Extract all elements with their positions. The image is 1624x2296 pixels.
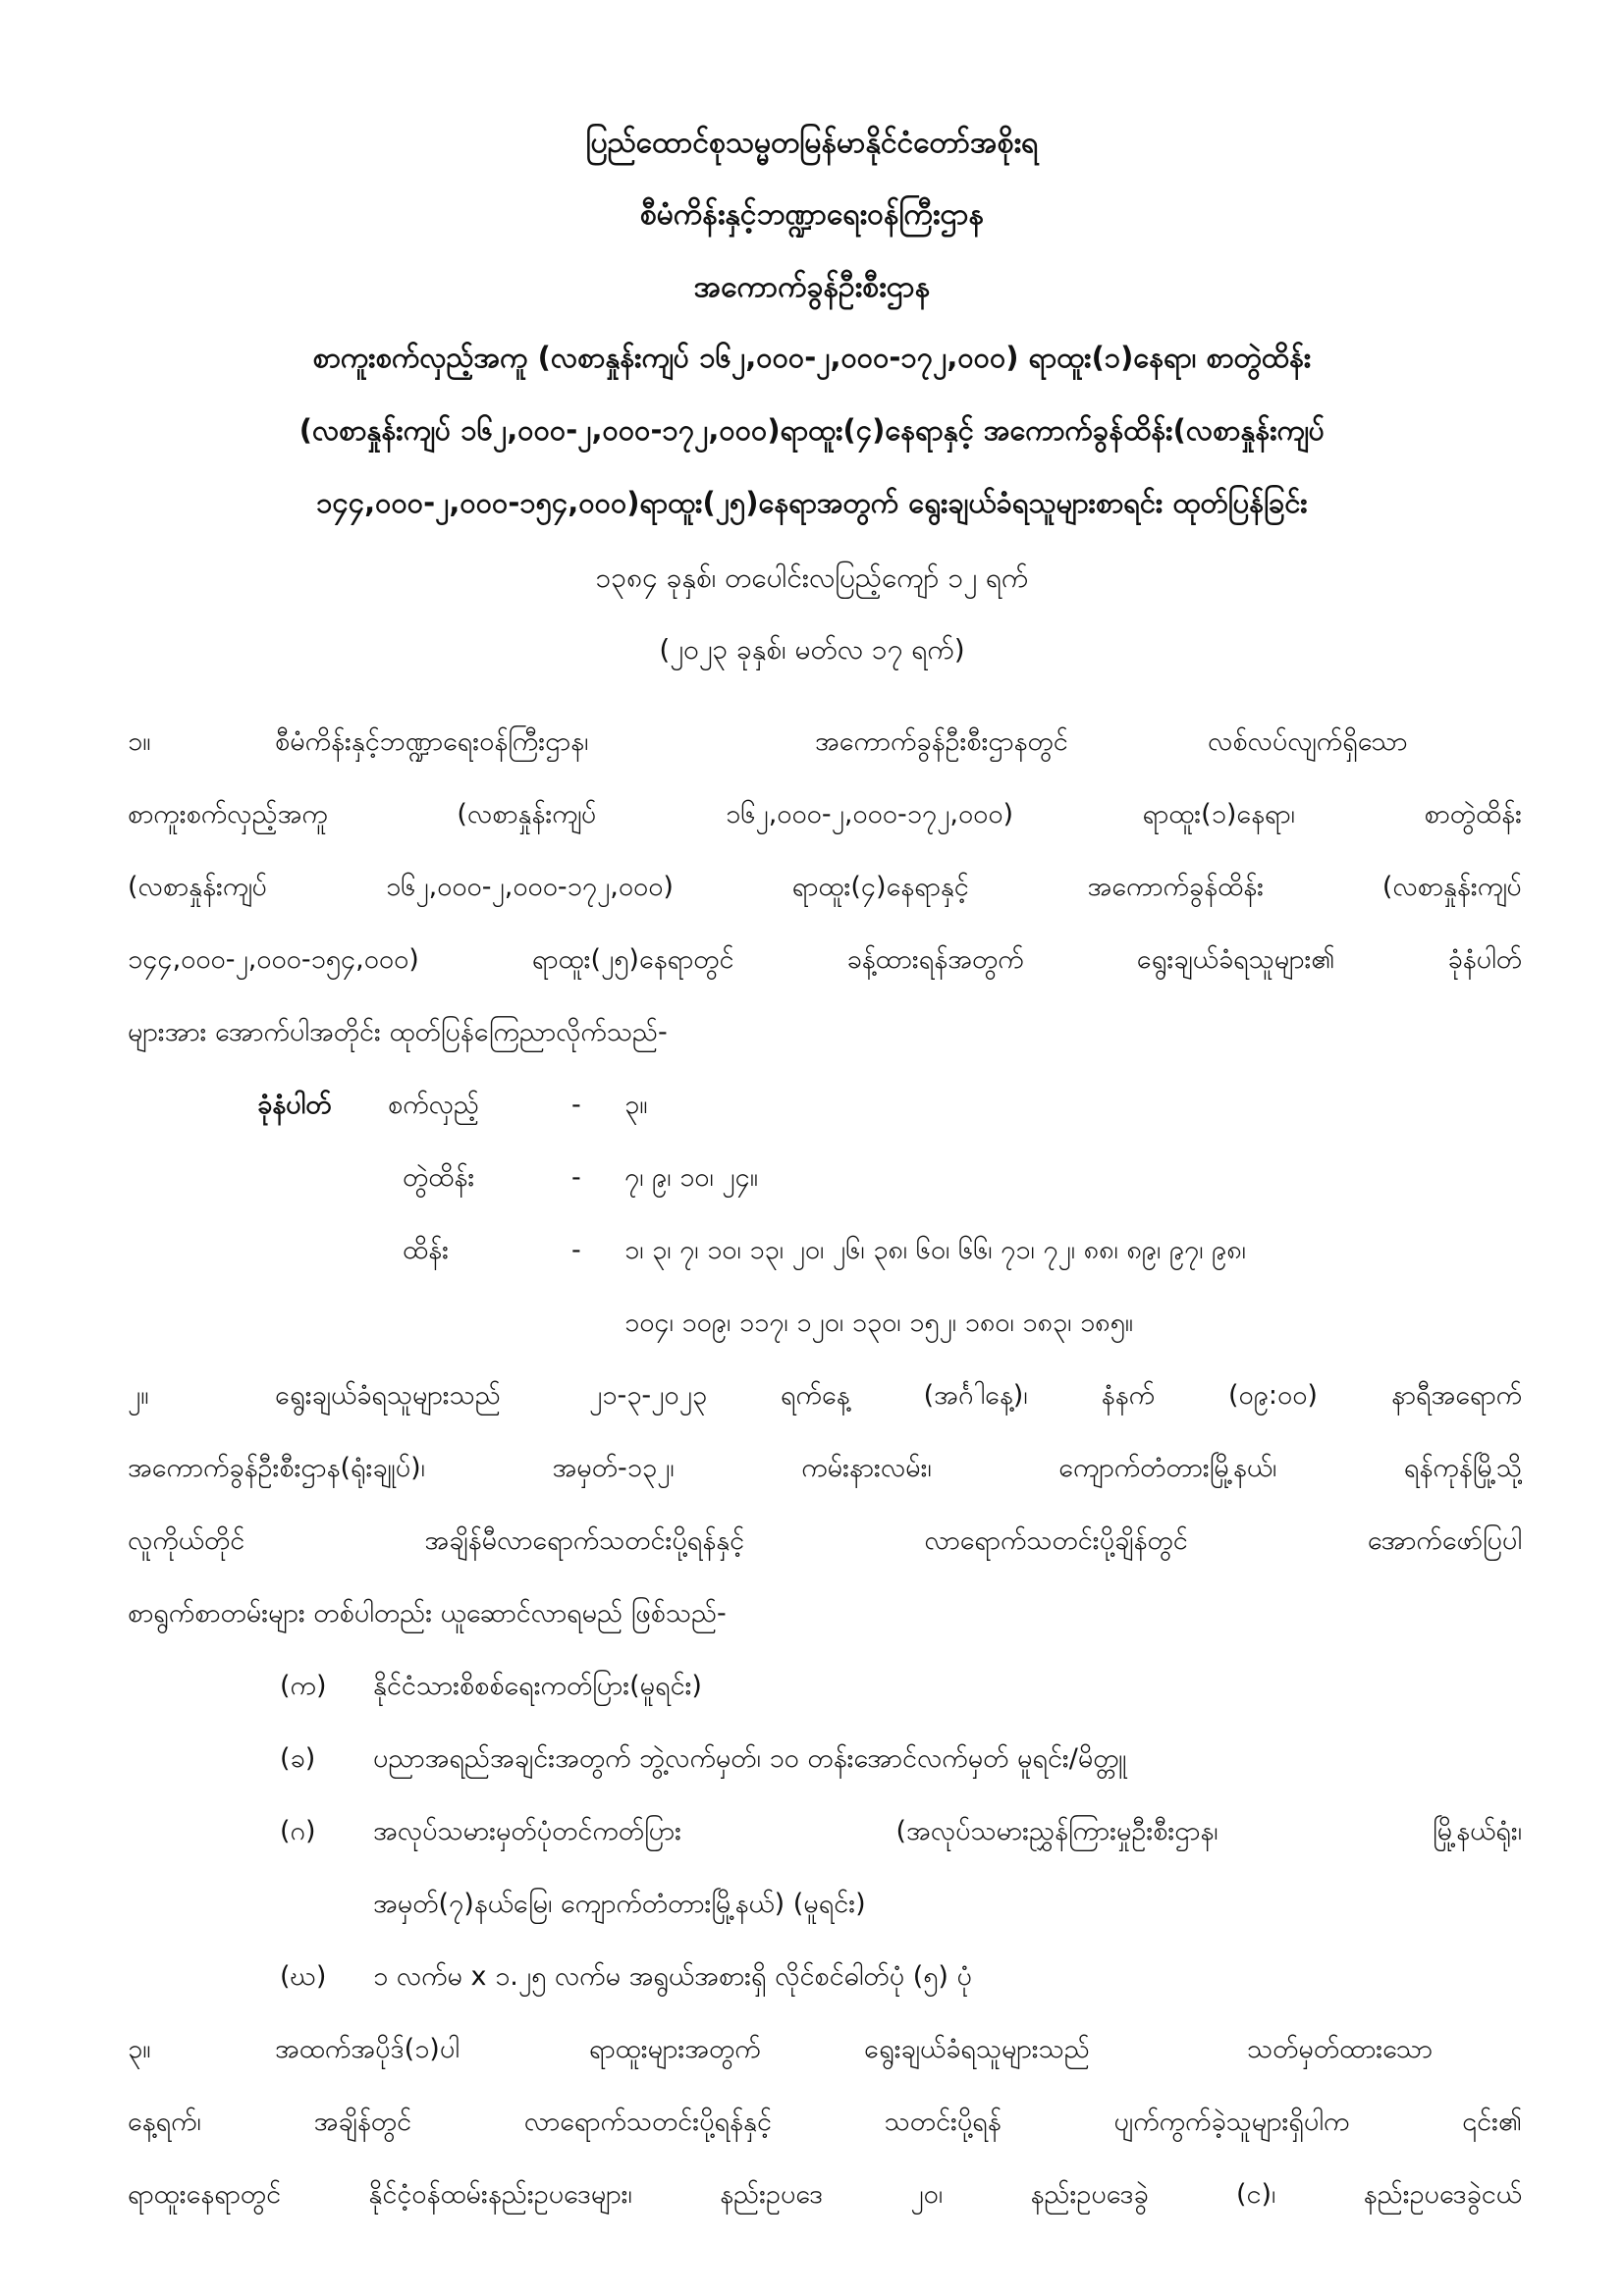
para-3-line-1-c: ရွေးချယ်ခံရသူများသည် <box>864 2034 1090 2064</box>
para-2-line-2: အကောက်ခွန်ဦးစီးဌာန(ရုံးချုပ်)၊ အမှတ်-၁၃၂၊ ကမ်းနားလမ်း၊ ကျောက်တံတားမြို့နယ်၊ ရန်ကုန်မြို့သို့ <box>128 1453 1522 1483</box>
doc-item-kha-mark: (ခ) <box>280 1743 316 1774</box>
para-2-line-4: စာရွက်စာတမ်းများ တစ်ပါတည်း ယူဆောင်လာရမည် ဖြစ်သည်- <box>128 1598 727 1629</box>
roll-row-3-label: ထိန်း <box>403 1235 449 1265</box>
roll-row-1-value: ၃။ <box>624 1090 648 1120</box>
para-3-line-1-d: သတ်မှတ်ထားသော <box>1247 2034 1433 2064</box>
doc-item-gha-text: ၁ လက်မ x ၁.၂၅ လက်မ အရွယ်အစားရှိ လိုင်စင်ဓါတ်ပုံ (၅) ပုံ <box>373 1961 972 1992</box>
roll-row-3-value: ၁၊ ၃၊ ၇၊ ၁၀၊ ၁၃၊ ၂၀၊ ၂၆၊ ၃၈၊ ၆၀၊ ၆၆၊ ၇၁၊ ၇၂၊ ၈၈၊ ၈၉၊ ၉၇၊ ၉၈၊ <box>624 1235 1246 1265</box>
ministry-heading: စီမံကိန်းနှင့်ဘဏ္ဍာရေးဝန်ကြီးဌာန <box>639 197 985 232</box>
gregorian-date: (၂၀၂၃ ခုနှစ်၊ မတ်လ ၁၇ ရက်) <box>659 633 965 666</box>
para-3-line-3: ရာထူးနေရာတွင် နိုင်ငံ့ဝန်ထမ်းနည်းဥပဒေများ၊ နည်းဥပဒေ ၂၀၊ နည်းဥပဒေခွဲ (င)၊ နည်းဥပဒေခွဲငယ် <box>128 2179 1522 2210</box>
para-1-line-1-a: စီမံကိန်းနှင့်ဘဏ္ဍာရေးဝန်ကြီးဌာန၊ <box>275 726 589 757</box>
roll-row-2-dash: - <box>571 1162 581 1193</box>
announcement-title-line-2: (လစာနှုန်းကျပ် ၁၆၂,၀၀၀-၂,၀၀၀-၁၇၂,၀၀၀)ရာထူး(၄)နေရာနှင့် အကောက်ခွန်ထိန်း(လစာနှုန်းကျပ် <box>298 413 1326 447</box>
para-1-line-1-c: လစ်လပ်လျက်ရှိသော <box>1208 726 1408 757</box>
para-2-line-1-b: ၂၁-၃-၂၀၂၃ ရက်နေ့ (အင်္ဂါနေ့)၊ နံနက် (၀၉:၀၀) နာရီအရောက် <box>589 1380 1522 1411</box>
doc-item-ga-mark: (ဂ) <box>280 1816 316 1846</box>
doc-item-ga-text: အလုပ်သမားမှတ်ပုံတင်ကတ်ပြား (အလုပ်သမားညွှန်ကြားမှုဦးစီးဌာန၊ မြို့နယ်ရုံး၊ <box>373 1816 1522 1846</box>
roll-row-3-continuation: ၁၀၄၊ ၁၀၉၊ ၁၁၇၊ ၁၂၀၊ ၁၃၀၊ ၁၅၂၊ ၁၈၀၊ ၁၈၃၊ ၁၈၅။ <box>624 1308 1133 1338</box>
roll-row-1-dash: - <box>571 1090 581 1120</box>
para-1-line-2: စာကူးစက်လှည့်အကူ (လစာနှုန်းကျပ် ၁၆၂,၀၀၀-၂,၀၀၀-၁၇၂,၀၀၀) ရာထူး(၁)နေရာ၊ စာတွဲထိန်း <box>128 799 1522 829</box>
announcement-title-line-3: ၁၄၄,၀၀၀-၂,၀၀၀-၁၅၄,၀၀၀)ရာထူး(၂၅)နေရာအတွက် ရွေးချယ်ခံရသူများစာရင်း ထုတ်ပြန်ခြင်း <box>316 486 1308 519</box>
roll-row-2-value: ၇၊ ၉၊ ၁၀၊ ၂၄။ <box>624 1162 758 1193</box>
roll-row-2-label: တွဲထိန်း <box>403 1162 475 1193</box>
para-2-line-3: လူကိုယ်တိုင် အချိန်မီလာရောက်သတင်းပို့ရန်နှင့် လာရောက်သတင်းပို့ချိန်တွင် အောက်ဖော်ပြပါ <box>128 1525 1522 1556</box>
para-2-number: ၂။ <box>128 1380 149 1411</box>
para-1-line-4: ၁၄၄,၀၀၀-၂,၀၀၀-၁၅၄,၀၀၀) ရာထူး(၂၅)နေရာတွင် ခန့်ထားရန်အတွက် ရွေးချယ်ခံရသူများ၏ ခုံနံပါတ် <box>128 944 1522 975</box>
roll-row-1-label: စက်လှည့် <box>388 1090 480 1120</box>
roll-row-3-dash: - <box>571 1235 581 1265</box>
para-2-line-1-a: ရွေးချယ်ခံရသူများသည် <box>275 1380 501 1411</box>
doc-item-ka-text: နိုင်ငံသားစိစစ်ရေးကတ်ပြား(မူရင်း) <box>373 1671 702 1701</box>
doc-item-kha-text: ပညာအရည်အချင်းအတွက် ဘွဲ့လက်မှတ်၊ ၁၀ တန်းအောင်လက်မှတ် မူရင်း/မိတ္တူ <box>373 1743 1127 1774</box>
para-1-number: ၁။ <box>128 726 151 757</box>
doc-item-ka-mark: (က) <box>280 1671 327 1701</box>
para-3-line-1-a: အထက်အပိုဒ်(၁)ပါ <box>275 2034 460 2064</box>
para-1-line-5: များအား အောက်ပါအတိုင်း ထုတ်ပြန်ကြေညာလိုက်သည်- <box>128 1017 668 1047</box>
para-3-line-2: နေ့ရက်၊ အချိန်တွင် လာရောက်သတင်းပို့ရန်နှင့် သတင်းပို့ရန် ပျက်ကွက်ခဲ့သူများရှိပါက ၎င်း၏ <box>128 2107 1522 2137</box>
myanmar-date: ၁၃၈၄ ခုနှစ်၊ တပေါင်းလပြည့်ကျော် ၁၂ ရက် <box>595 561 1029 594</box>
para-1-line-3: (လစာနှုန်းကျပ် ၁၆၂,၀၀၀-၂,၀၀၀-၁၇၂,၀၀၀) ရာထူး(၄)နေရာနှင့် အကောက်ခွန်ထိန်း (လစာနှုန်းကျပ် <box>128 872 1522 902</box>
doc-item-ga-text-2: အမှတ်(၇)နယ်မြေ၊ ကျောက်တံတားမြို့နယ်) (မူရင်း) <box>373 1889 866 1919</box>
para-1-line-1-b: အကောက်ခွန်ဦးစီးဌာနတွင် <box>815 726 1068 757</box>
government-heading: ပြည်ထောင်စုသမ္မတမြန်မာနိုင်ငံတော်အစိုးရ <box>585 126 1039 160</box>
department-heading: အကောက်ခွန်ဦးစီးဌာန <box>693 270 931 304</box>
para-3-number: ၃။ <box>128 2034 151 2064</box>
roll-numbers-heading: ခုံနံပါတ် <box>257 1090 332 1120</box>
doc-item-gha-mark: (ဃ) <box>280 1961 327 1992</box>
announcement-title-line-1: စာကူးစက်လှည့်အကူ (လစာနှုန်းကျပ် ၁၆၂,၀၀၀-၂,၀၀၀-၁၇၂,၀၀၀) ရာထူး(၁)နေရာ၊ စာတွဲထိန်း <box>312 341 1312 374</box>
para-3-line-1-b: ရာထူးများအတွက် <box>589 2034 761 2064</box>
